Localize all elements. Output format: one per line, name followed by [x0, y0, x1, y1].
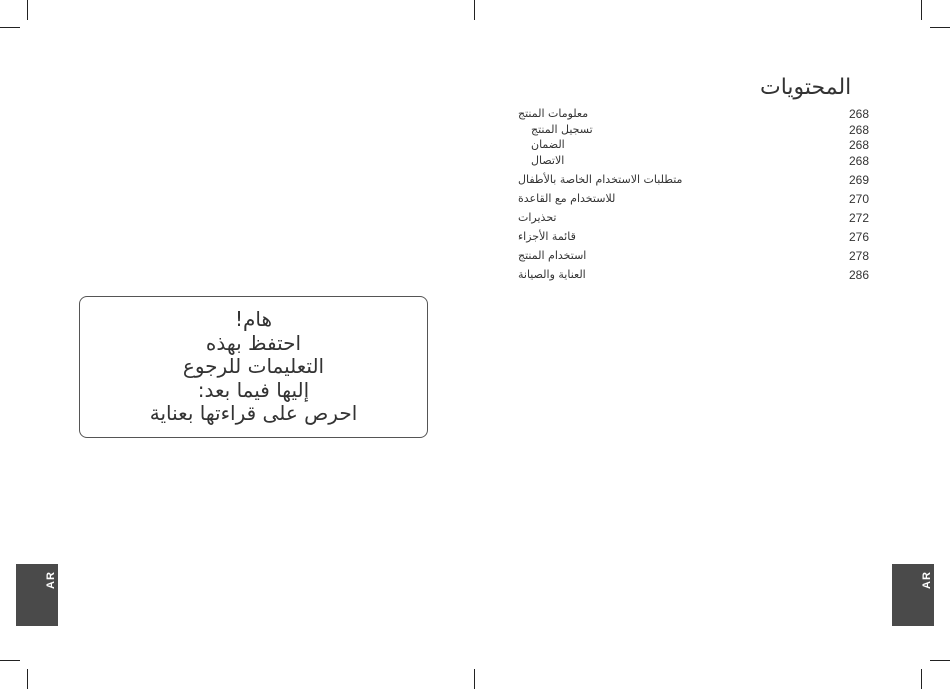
toc-entry-page: 278 [848, 249, 869, 263]
crop-mark [921, 669, 922, 689]
toc-entry-label: متطلبات الاستخدام الخاصة بالأطفال [518, 173, 683, 186]
toc-entry-label: العناية والصيانة [518, 268, 586, 281]
toc-entry[interactable] [0, 229, 950, 245]
toc-entry-label: قائمة الأجزاء [518, 230, 576, 243]
toc-title: المحتويات [760, 75, 852, 100]
crop-mark [930, 27, 950, 28]
language-tab-right [892, 564, 934, 626]
notice-line: إليها فيما بعد: [197, 377, 310, 402]
toc-entry[interactable] [0, 267, 950, 283]
toc-entry-label: الضمان [531, 138, 565, 151]
toc-entry-page: 272 [848, 211, 869, 225]
toc-entry[interactable] [0, 172, 950, 188]
toc-entry-page: 286 [848, 268, 869, 282]
crop-mark [27, 0, 28, 20]
toc-entry-label: معلومات المنتج [518, 107, 589, 120]
language-tab-label: AR [45, 571, 58, 589]
toc-entry-page: 268 [848, 138, 869, 152]
notice-line: التعليمات للرجوع [182, 354, 325, 379]
crop-mark [0, 27, 20, 28]
toc-entry-label: الاتصال [531, 154, 565, 167]
toc-entry-page: 270 [848, 192, 869, 206]
toc-entry[interactable] [0, 153, 950, 169]
crop-mark [474, 669, 475, 689]
toc-entry[interactable] [0, 210, 950, 226]
toc-entry-page: 269 [848, 173, 869, 187]
toc-entry-label: استخدام المنتج [518, 249, 587, 262]
crop-mark [921, 0, 922, 20]
toc-entry-label: تسجيل المنتج [531, 123, 593, 136]
crop-mark [930, 660, 950, 661]
language-tab-left [16, 564, 58, 626]
toc-entry-label: للاستخدام مع القاعدة [518, 192, 616, 205]
crop-mark [0, 660, 20, 661]
toc-entry-page: 268 [848, 107, 869, 121]
toc-entry[interactable] [0, 248, 950, 264]
toc-entry[interactable] [0, 106, 950, 122]
important-notice-box [79, 296, 428, 438]
toc-entry[interactable] [0, 122, 950, 138]
crop-mark [27, 669, 28, 689]
toc-entry[interactable] [0, 137, 950, 153]
toc-entry[interactable] [0, 191, 950, 207]
toc-entry-page: 268 [848, 154, 869, 168]
crop-mark [474, 0, 475, 20]
toc-entry-page: 268 [848, 123, 869, 137]
notice-heading: هام! [234, 307, 273, 332]
toc-entry-page: 276 [848, 230, 869, 244]
notice-line: احتفظ بهذه [205, 330, 302, 355]
notice-line: احرص على قراءتها بعناية [149, 401, 358, 426]
toc-entry-label: تحذيرات [518, 211, 557, 224]
language-tab-label: AR [921, 571, 934, 589]
